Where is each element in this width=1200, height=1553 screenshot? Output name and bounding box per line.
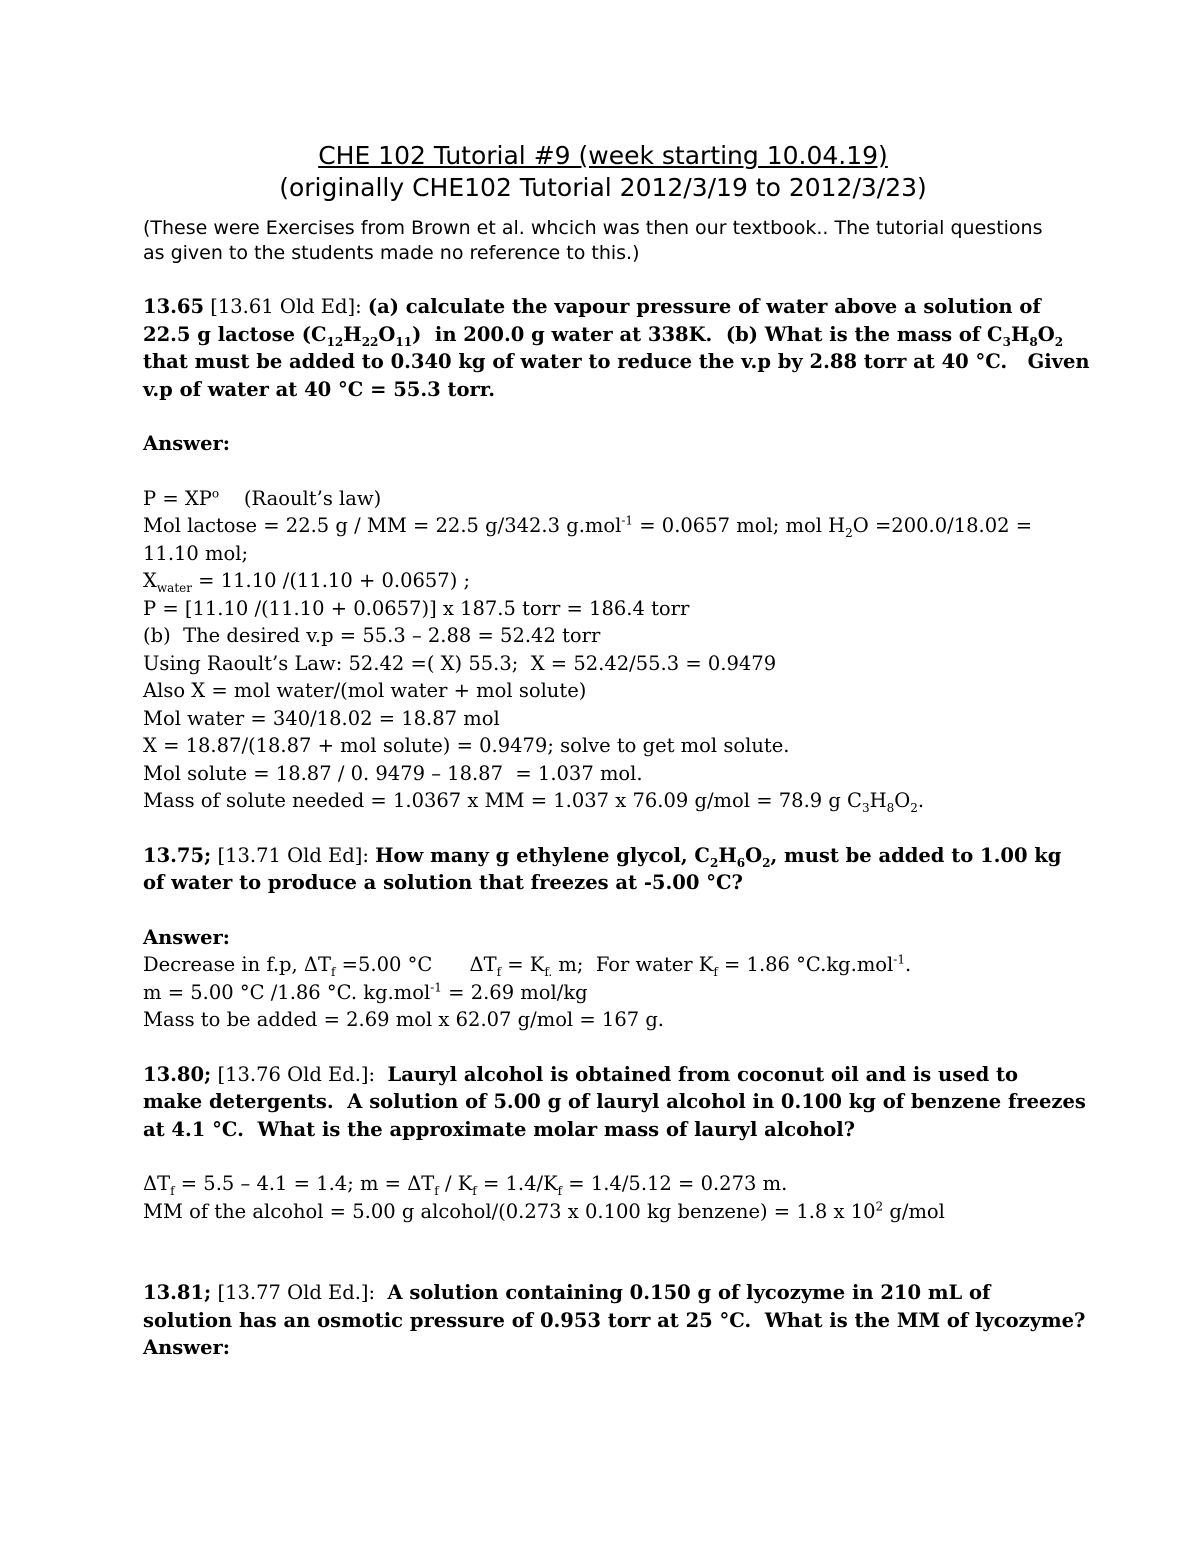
answer-line: X = 18.87/(18.87 + mol solute) = 0.9479; solve to get mol solute.: [143, 734, 790, 757]
question-text: 13.75; [13.71 Old Ed]: How many g ethylene glycol, $C_2H_6O_2$, must be added to 1.00 kg of water to produce a solution that freezes at -5.00 °C?: [143, 842, 1063, 897]
old-edition-ref: [13.76 Old Ed.]:: [211, 1062, 388, 1086]
answer-line: Decrease in f.p, $\Delta T_f =5.00$ °C $\Delta T_f = K_{f.}$ m; For water $K_f = 1.86$ °C.kg.mol$^{-1}$.: [143, 952, 912, 979]
answer-label: Answer:: [143, 1336, 230, 1359]
question-line: of water to produce a solution that freezes at -5.00 °C?: [143, 871, 743, 894]
title-line-2: (originally CHE102 Tutorial 2012/3/19 to 2012/3/23): [279, 173, 927, 202]
old-edition-ref: [13.77 Old Ed.]:: [211, 1281, 388, 1304]
answer-line: Mol water = 340/18.02 = 18.87 mol: [143, 706, 500, 730]
question-number: 13.75;: [143, 843, 212, 867]
question-line: at 4.1 °C. What is the approximate molar mass of lauryl alcohol?: [143, 1117, 856, 1141]
question-line: make detergents. A solution of 5.00 g of lauryl alcohol in 0.100 kg of benzene freezes: [143, 1090, 1086, 1113]
answer-line: $X_{water} = 11.10$ /(11.10 + 0.0657) ;: [143, 569, 471, 595]
answer-line: Mass of solute needed = 1.0367 x MM = 1.037 x 76.09 g/mol = 78.9 g $C_3H_8O_2$.: [143, 789, 925, 815]
question-number: 13.65: [143, 295, 205, 318]
answer-line: Using Raoult’s Law: 52.42 =( X) 55.3; X = 52.42/55.3 = 0.9479: [143, 651, 777, 675]
question-text: 13.80; [13.76 Old Ed.]: Lauryl alcohol is obtained from coconut oil and is used to make detergents. A solution of 5.00 g of lauryl alcohol in 0.100 kg of benzene freezes at 4.1 °C. What is the approximate molar mass of lauryl alcohol?: [143, 1061, 1063, 1144]
question-line: that must be added to 0.340 kg of water to reduce the v.p by 2.88 torr at 40 °C. Given: [143, 350, 1090, 373]
answer-line: (b) The desired v.p = 55.3 – 2.88 = 52.42 torr: [143, 624, 601, 647]
question-text: [143, 293, 1090, 403]
answer-label: Answer:: [143, 925, 230, 949]
answer-line: Mass to be added = 2.69 mol x 62.07 g/mol = 167 g.: [143, 1008, 665, 1031]
question-line: 22.5 g lactose $(C_{12}H_{22}O_{11})$ in 200.0 g water at 338K. (b) What is the mass of $C_3H_8O_2$: [143, 322, 1064, 349]
question-13-80: [143, 1061, 1086, 1226]
question-text: 13.81; [13.77 Old Ed.]: A solution containing 0.150 g of lycozyme in 210 mL of solution has an osmotic pressure of 0.953 torr at 25 °C. What is the MM of lycozyme? Answer:: [143, 1279, 1063, 1362]
title-line-1: CHE 102 Tutorial #9 (week starting 10.04.19): [318, 141, 888, 170]
page-title: [143, 140, 1063, 204]
answer-body: [143, 951, 1063, 1034]
answer-line: P = [11.10 /(11.10 + 0.0657)] x 187.5 torr = 186.4 torr: [143, 596, 690, 620]
question-13-65: [143, 293, 1090, 815]
question-number: 13.80;: [143, 1062, 212, 1086]
answer-line: 11.10 mol;: [143, 541, 249, 565]
question-line: (a) calculate the vapour pressure of water above a solution of: [367, 295, 1041, 318]
document-page: [143, 140, 1090, 1362]
answer-line: $\Delta T_f = 5.5 - 4.1 = 1.4$; $m = \Delta T_f / K_f = 1.4/K_f = 1.4/5.12 = 0.273$ m.: [143, 1172, 788, 1198]
question-line: solution has an osmotic pressure of 0.953 torr at 25 °C. What is the MM of lycozyme?: [143, 1308, 1086, 1332]
answer-line: MM of the alcohol = 5.00 g alcohol/(0.273 x 0.100 kg benzene) = 1.8 x $10^2$ g/mol: [143, 1199, 945, 1223]
question-13-81: [143, 1279, 1086, 1362]
answer-line: m = 5.00 °C /1.86 °C. kg.mol$^{-1}$ = 2.69 mol/kg: [143, 980, 588, 1004]
intro-note: (These were Exercises from Brown et al. whcich was then our textbook.. The tutorial questions as given to the students made no reference to this.): [143, 217, 1043, 264]
answer-body: [143, 485, 1063, 815]
answer-line: Mol solute = 18.87 / 0. 9479 – 18.87 = 1.037 mol.: [143, 761, 643, 785]
answer-body: [143, 1170, 1063, 1225]
answer-label: Answer:: [143, 432, 230, 455]
answer-line: Also X = mol water/(mol water + mol solute): [143, 679, 587, 702]
answer-line: Mol lactose = 22.5 g / MM = 22.5 g/342.3 g.mol$^{-1}$ = 0.0657 mol; mol $H_2O =200.0/18.02$ =: [143, 513, 1033, 540]
question-line: v.p of water at 40 °C = 55.3 torr.: [143, 377, 496, 401]
old-edition-ref: [13.71 Old Ed]:: [211, 843, 376, 867]
question-number: 13.81;: [143, 1281, 212, 1304]
answer-line: $P = XP^o$ (Raoult’s law): [143, 486, 382, 510]
old-edition-ref: [13.61 Old Ed]:: [204, 295, 368, 318]
question-13-75: [143, 842, 1063, 1034]
